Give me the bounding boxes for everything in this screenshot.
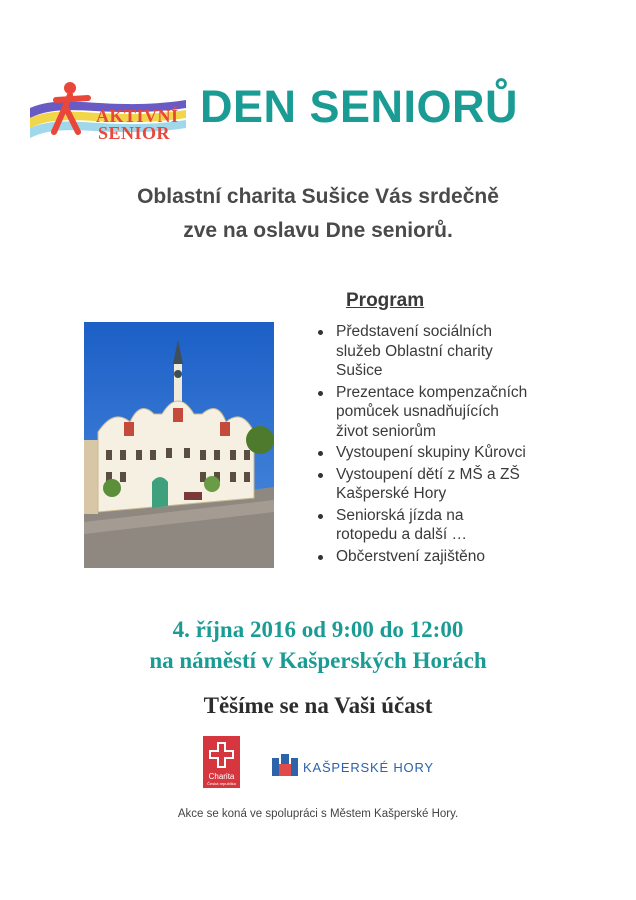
program-item	[312, 383, 592, 442]
kasperske-hory-emblem-icon	[270, 750, 300, 780]
program-list	[312, 322, 592, 568]
program-item-line: rotopedu a další …	[336, 526, 467, 543]
charita-label: Charita	[208, 772, 235, 781]
invitation-line-1: Oblastní charita Sušice Vás srdečně	[137, 185, 499, 208]
page-title: DEN SENIORŮ	[200, 81, 519, 132]
logo-text-aktivni: AKTIVNÍ	[96, 106, 179, 126]
program-item-line: Sušice	[336, 362, 383, 379]
program-item	[312, 322, 592, 381]
program-item-line: Kašperské Hory	[336, 485, 447, 502]
logo-text-senior: SENIOR	[98, 123, 171, 143]
program-item-line: Představení sociálních	[336, 323, 492, 340]
program-item-line: služeb Oblastní charity	[336, 342, 493, 360]
event-place: na náměstí v Kašperských Horách	[149, 648, 487, 673]
invitation-text	[40, 180, 596, 248]
program-item	[312, 506, 592, 545]
charita-logo	[203, 736, 240, 788]
charita-sublabel: Česká republika	[207, 781, 236, 786]
aktivni-senior-logo	[26, 78, 190, 144]
program-item-line: pomůcek usnadňujících	[336, 403, 499, 420]
kasperske-hory-logo	[270, 750, 300, 780]
town-hall-photo	[84, 322, 274, 568]
program-item	[312, 547, 592, 567]
footer-note: Akce se koná ve spolupráci s Městem Kašperské Hory.	[177, 808, 459, 820]
program-item-line: Občerstvení zajištěno	[336, 547, 486, 565]
kasperske-hory-label: KAŠPERSKÉ HORY	[303, 760, 434, 775]
program-item-line: Vystoupení dětí z MŠ a ZŠ	[336, 465, 520, 483]
invitation-line-2: zve na oslavu Dne seniorů.	[183, 219, 453, 242]
event-date: 4. října 2016 od 9:00 do 12:00	[172, 617, 464, 642]
program-item	[312, 465, 592, 504]
program-item-line: Prezentace kompenzačních	[336, 383, 528, 401]
program-item-line: Seniorská jízda na	[336, 506, 464, 524]
program-item-line: Vystoupení skupiny Kůrovci	[336, 444, 526, 461]
program-item	[312, 443, 592, 463]
program-heading: Program	[346, 290, 425, 311]
program-item-line: život seniorům	[336, 422, 436, 440]
town-hall-image	[84, 322, 274, 568]
closing-text: Těšíme se na Vaši účast	[203, 693, 433, 718]
